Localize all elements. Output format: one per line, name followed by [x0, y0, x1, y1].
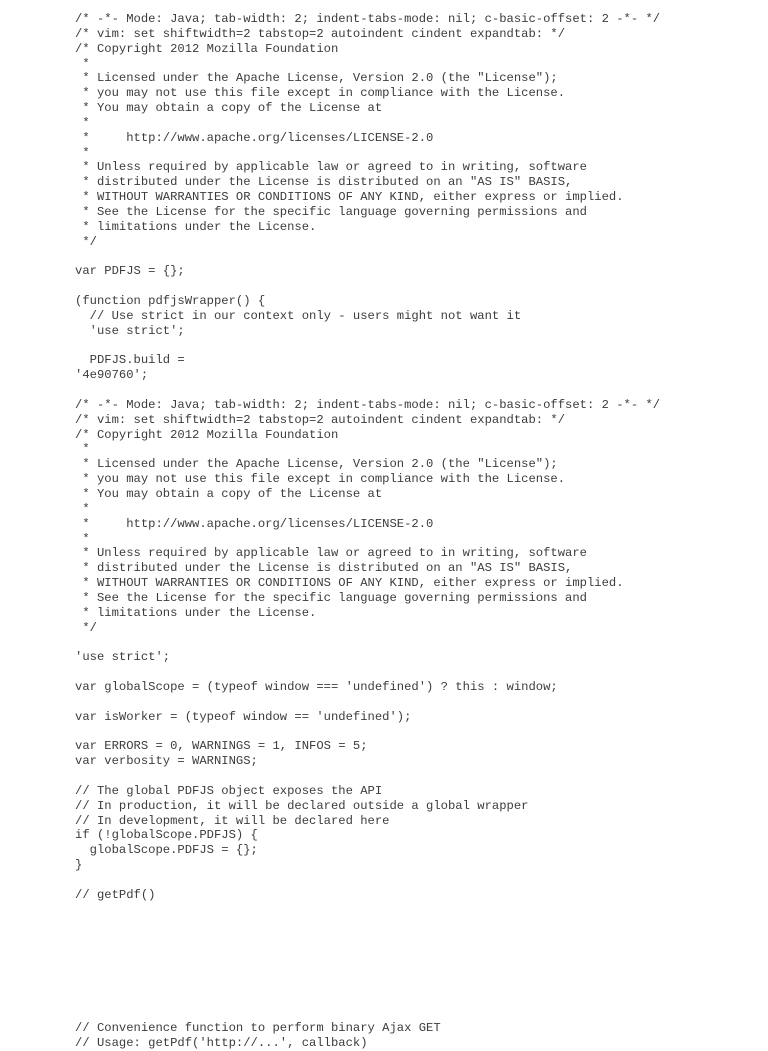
- code-line: * distributed under the License is distributed on an "AS IS" BASIS,: [75, 175, 573, 190]
- code-line: [75, 1007, 660, 1022]
- code-line: [75, 903, 660, 918]
- code-line: }: [75, 858, 83, 873]
- code-line: // In development, it will be declared here: [75, 813, 390, 828]
- code-line: * You may obtain a copy of the License at: [75, 487, 383, 501]
- code-line: /* vim: set shiftwidth=2 tabstop=2 autoindent cindent expandtab: */: [75, 26, 566, 41]
- code-line: var ERRORS = 0, WARNINGS = 1, INFOS = 5;: [75, 739, 368, 754]
- code-line: [75, 635, 660, 650]
- code-line: // Use strict in our context only - users might not want it: [75, 308, 522, 323]
- code-line: [75, 917, 660, 932]
- code-line: (function pdfjsWrapper() {: [75, 294, 266, 309]
- code-line: [75, 279, 660, 294]
- code-line: * distributed under the License is distributed on an "AS IS" BASIS,: [75, 561, 573, 576]
- code-line: *: [75, 531, 90, 546]
- code-line: /* Copyright 2012 Mozilla Foundation: [75, 427, 339, 442]
- code-line: var PDFJS = {};: [75, 264, 185, 279]
- code-line: [75, 725, 660, 740]
- code-line: * http://www.apache.org/licenses/LICENSE-2.0: [75, 516, 434, 531]
- code-line: 'use strict';: [75, 650, 171, 665]
- code-line: * See the License for the specific language governing permissions and: [75, 590, 587, 605]
- code-line: * WITHOUT WARRANTIES OR CONDITIONS OF ANY KIND, either express or implied.: [75, 190, 624, 205]
- code-line: [75, 962, 660, 977]
- code-line: // In production, it will be declared outside a global wrapper: [75, 798, 529, 813]
- code-line: 'use strict';: [75, 323, 185, 338]
- code-line: * http://www.apache.org/licenses/LICENSE-2.0: [75, 130, 434, 145]
- code-line: [75, 932, 660, 947]
- code-line: * You may obtain a copy of the License at: [75, 101, 383, 116]
- code-line: // getPdf(): [75, 887, 156, 902]
- code-line: * Unless required by applicable law or agreed to in writing, software: [75, 160, 587, 175]
- code-line: * you may not use this file except in compliance with the License.: [75, 472, 566, 487]
- code-line: // Convenience function to perform binary Ajax GET: [75, 1021, 441, 1036]
- code-line: *: [75, 501, 90, 516]
- code-line: /* vim: set shiftwidth=2 tabstop=2 autoindent cindent expandtab: */: [75, 412, 566, 427]
- code-line: if (!globalScope.PDFJS) {: [75, 828, 258, 843]
- code-line: * WITHOUT WARRANTIES OR CONDITIONS OF ANY KIND, either express or implied.: [75, 576, 624, 591]
- code-line: * See the License for the specific language governing permissions and: [75, 204, 587, 219]
- code-line: *: [75, 115, 90, 130]
- code-line: /* -*- Mode: Java; tab-width: 2; indent-tabs-mode: nil; c-basic-offset: 2 -*- */: [75, 397, 661, 412]
- code-line: [75, 339, 660, 354]
- source-code-block: [75, 12, 660, 1051]
- code-line: */: [75, 620, 97, 635]
- code-line: * limitations under the License.: [75, 219, 317, 234]
- code-line: * Licensed under the Apache License, Version 2.0 (the "License");: [75, 71, 558, 86]
- code-line: globalScope.PDFJS = {};: [75, 843, 258, 858]
- code-line: [75, 250, 660, 265]
- code-line: * Licensed under the Apache License, Version 2.0 (the "License");: [75, 457, 558, 472]
- code-line: var verbosity = WARNINGS;: [75, 754, 258, 769]
- code-line: [75, 977, 660, 992]
- code-line: [75, 873, 660, 888]
- code-line: /* -*- Mode: Java; tab-width: 2; indent-tabs-mode: nil; c-basic-offset: 2 -*- */: [75, 12, 661, 26]
- code-line: // Usage: getPdf('http://...', callback): [75, 1036, 368, 1051]
- code-line: /* Copyright 2012 Mozilla Foundation: [75, 41, 339, 56]
- code-line: var isWorker = (typeof window == 'undefined');: [75, 709, 412, 724]
- code-line: * you may not use this file except in compliance with the License.: [75, 86, 566, 101]
- code-line: *: [75, 56, 90, 71]
- code-line: [75, 947, 660, 962]
- code-line: [75, 769, 660, 784]
- code-line: PDFJS.build =: [75, 353, 185, 368]
- code-line: * Unless required by applicable law or agreed to in writing, software: [75, 546, 587, 561]
- code-line: [75, 695, 660, 710]
- code-line: '4e90760';: [75, 368, 149, 383]
- code-line: */: [75, 234, 97, 249]
- code-line: [75, 992, 660, 1007]
- code-line: var globalScope = (typeof window === 'undefined') ? this : window;: [75, 679, 558, 694]
- code-line: [75, 665, 660, 680]
- code-line: *: [75, 145, 90, 160]
- code-line: // The global PDFJS object exposes the API: [75, 783, 383, 798]
- code-line: *: [75, 442, 90, 457]
- code-line: * limitations under the License.: [75, 605, 317, 620]
- code-line: [75, 383, 660, 398]
